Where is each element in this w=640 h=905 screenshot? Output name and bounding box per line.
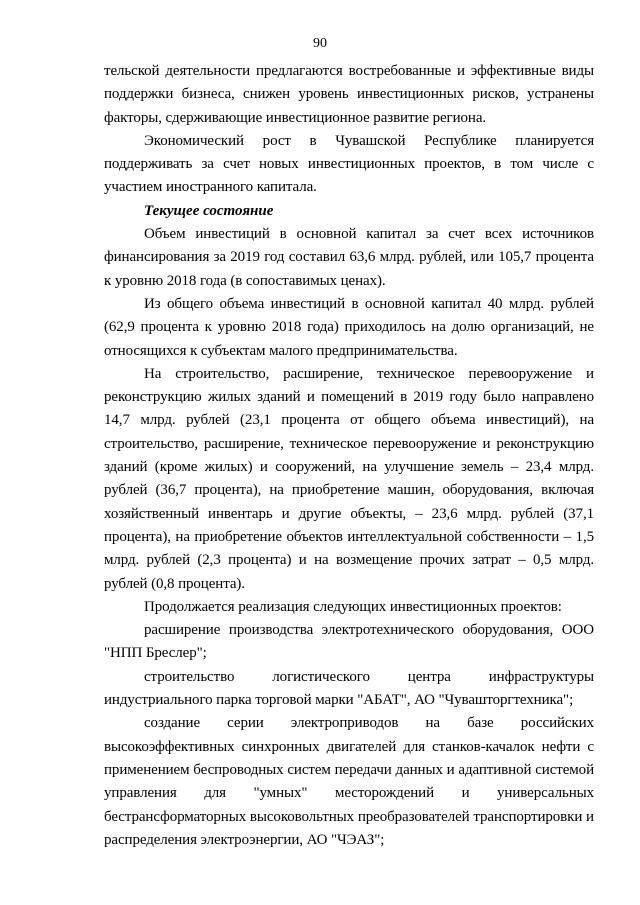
section-heading: Текущее состояние (144, 202, 274, 219)
page-number: 90 (313, 36, 327, 51)
paragraph-projects-intro: Продолжается реализация следующих инвестиционных проектов: (144, 598, 562, 615)
document-body (104, 60, 594, 852)
paragraph-investment-structure: На строительство, расширение, техническое перевооружение и реконструкцию жилых зданий и помещений в 2019 году было направлено 14,7 млрд. рублей (23,1 процента от общего объема инвестиций), на строительство, расширение, техническое перевооружение и реконструкцию зданий (кроме жилых) и сооружений, на улучшение земель – 23,4 млрд. рублей (36,7 процента), на приобретение машин, оборудования, включая хозяйственный инвентарь и другие объекты, – 23,6 млрд. рублей (37,1 процента), на приобретение объектов интеллектуальной собственности – 1,5 млрд. рублей (2,3 процента) и на возмещение прочих затрат – 0,5 млрд. рублей (0,8 процента). (104, 365, 594, 592)
list-item-project-abat: строительство логистического центра инфраструктуры индустриального парка торговой марки "АБАТ", АО "Чувашторгтехника"; (104, 668, 594, 709)
paragraph-non-small-business: Из общего объема инвестиций в основной капитал 40 млрд. рублей (62,9 процента к уровню 2018 года) приходилось на долю организаций, не относящихся к субъектам малого предпринимательства. (104, 295, 594, 359)
paragraph-investment-volume: Объем инвестиций в основной капитал за счет всех источников финансирования за 2019 год составил 63,6 млрд. рублей, или 105,7 процента к уровню 2018 года (в сопоставимых ценах). (104, 226, 594, 289)
paragraph-economic-growth: Экономический рост в Чувашской Республике планируется поддерживать за счет новых инвестиционных проектов, в том числе с участием иностранного капитала. (104, 132, 594, 196)
list-item-project-bresler: расширение производства электротехнического оборудования, ООО "НПП Бреслер"; (104, 622, 594, 662)
paragraph-continuation: тельской деятельности предлагаются востребованные и эффективные виды поддержки бизнеса, снижен уровень инвестиционных рисков, устранены факторы, сдерживающие инвестиционное развитие региона. (104, 63, 594, 126)
list-item-project-cheaz: создание серии электроприводов на базе российских высокоэффективных синхронных двигателей для станков-качалок нефти с применением беспроводных систем передачи данных и адаптивной системой управления для "умных" месторождений и универсальных бестрансформаторных высоковольтных преобразователей транспортировки и распределения электроэнергии, АО "ЧЭАЗ"; (104, 715, 594, 848)
